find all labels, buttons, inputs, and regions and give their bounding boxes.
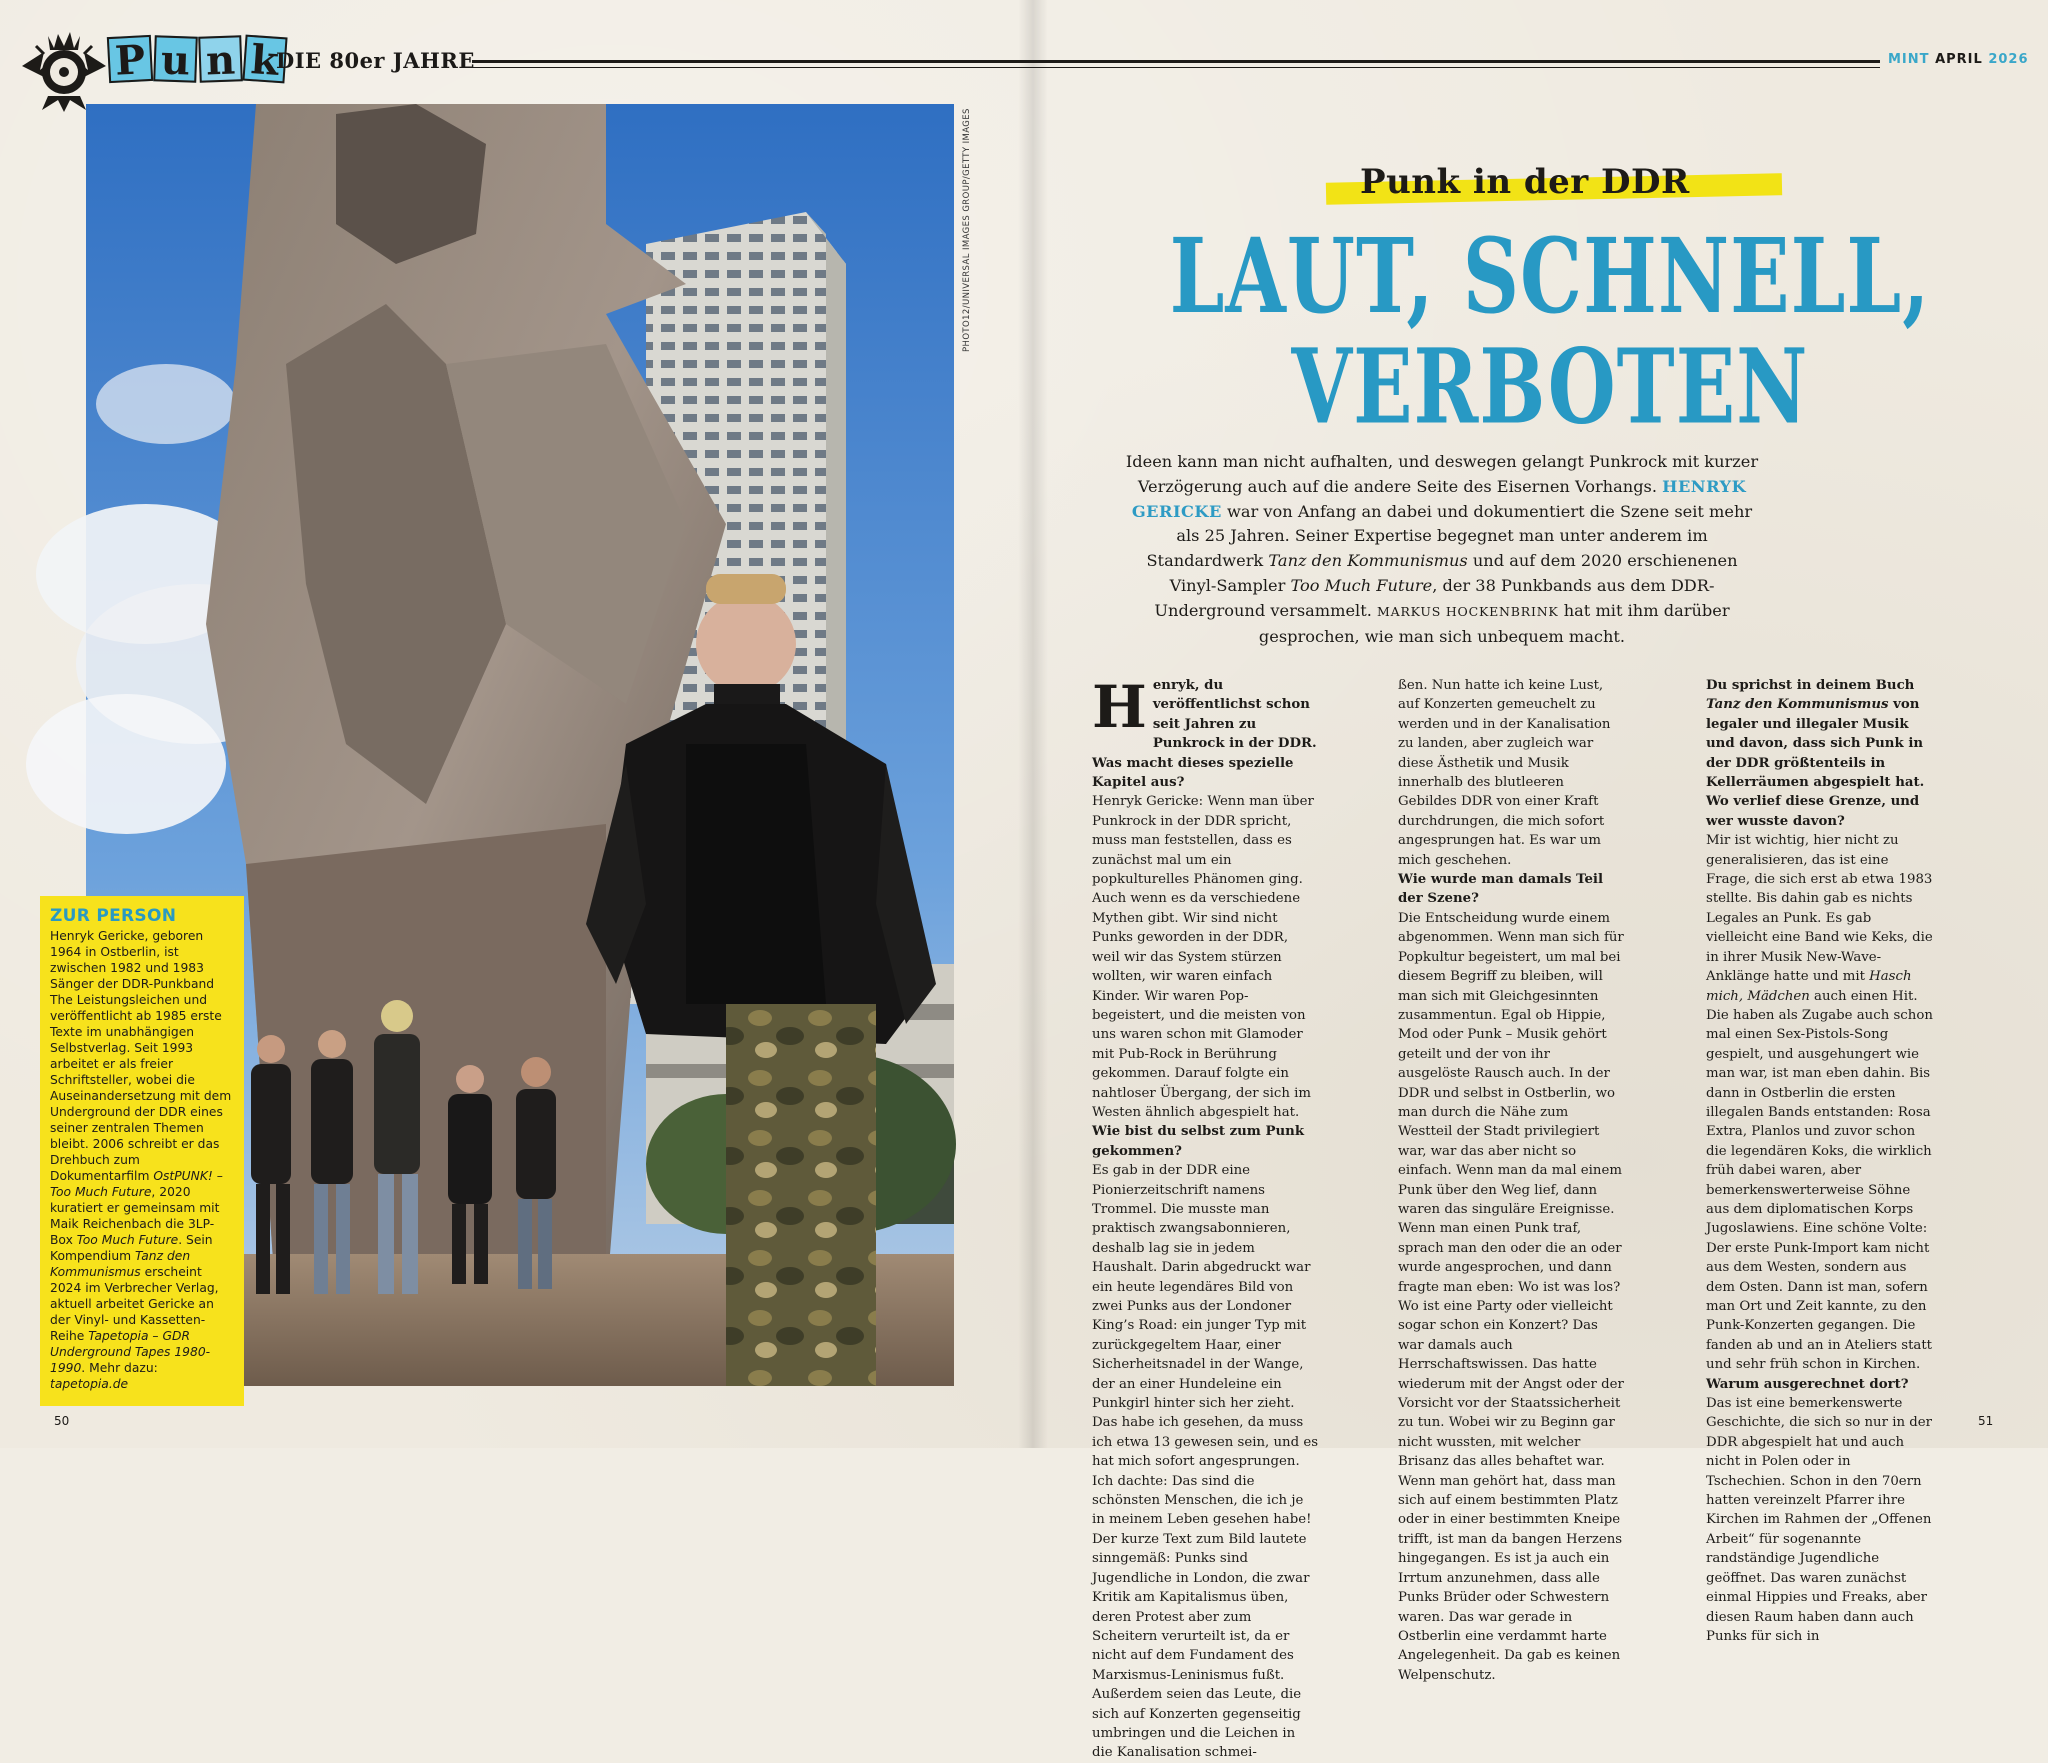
person-box-link[interactable]: tapetopia.de [50, 1377, 129, 1391]
header-rule [472, 60, 1880, 63]
kicker: Punk in der DDR [1360, 162, 1690, 202]
person-box-text: Henryk Gericke, geboren 1964 in Ostberlin, ist zwischen 1982 und 1983 Sänger der DDR-Punkband The Leistungsleichen und veröffentlicht ab 1985 erste Texte im unabhängigen Selbstverlag. Seit 1993 arbeitet er als freier Schriftsteller, wobei die Auseinandersetzung mit dem Underground der DDR eines seiner zentralen Themen bleibt. 2006 schreibt er das Drehbuch zum Dokumentarfilm OstPUNK! – Too Much Future, 2020 kuratiert er gemeinsam mit Maik Reichenbach die 3LP-Box Too Much Future. Sein Kompendium Tanz den Kommunismus erscheint 2024 im Verbrecher Verlag, aktuell arbeitet Gericke an der Vinyl- und Kassetten-Reihe Tapetopia – GDR Underground Tapes 1980-1990. Mehr dazu: tapetopia.de [50, 929, 232, 1391]
masthead [1888, 52, 2029, 67]
person-info-box [40, 896, 244, 1406]
headline [1110, 216, 1990, 448]
question: Wie wurde man damals Teil der Szene? [1398, 872, 1604, 907]
interviewee-name: HENRYK GERICKE [1131, 476, 1747, 521]
answer: Mir ist wichtig, hier nicht zu generalisieren, das ist eine Frage, die sich erst ab etwa 1983 stellte. Bis dahin gab es nichts Legales an Punk. Es gab vielleicht eine Band wie Keks, die in ihrer Musik New-Wave-Anklänge hatte und mit Hasch mich, Mädchen auch einen Hit. Die haben als Zugabe auch schon mal einen Sex-Pistols-Song gespielt, und ausgehungert wie man war, ist man eben dahin. Bis dann in Ostberlin die ersten illegalen Bands entstanden: Rosa Extra, Planlos und zuvor schon die legendären Koks, die wirklich früh dabei waren, aber bemerkenswerterweise Söhne aus dem diplomatischen Korps Jugoslawiens. Eine schöne Volte: Der erste Punk-Import kam nicht aus dem Westen, sondern aus dem Osten. Dann ist man, sofern man Ort und Zeit kannte, zu den Punk-Konzerten gegangen. Die fanden ab und an in Ateliers statt und sehr früh schon in Kirchen. [1706, 833, 1933, 1373]
page-gutter [1018, 0, 1048, 1448]
answer: Das ist eine bemerkenswerte Geschichte, die sich so nur in der DDR abgespielt hat und auch nicht in Polen oder in Tschechien. Schon in den 70ern hatten vereinzelt Pfarrer ihre Kirchen im Rahmen der „Offenen Arbeit“ für sogenannte randständige Jugendliche geöffnet. Das waren zunächst einmal Hippies und Freaks, aber diesen Raum haben dann auch Punks für sich in [1706, 1396, 1932, 1644]
body-column-1 [1092, 673, 1320, 1763]
question: enryk, du veröffentlichst schon seit Jahren zu Punkrock in der DDR. Was macht dieses spezielle Kapitel aus? [1092, 678, 1317, 791]
issue-year: 2026 [1988, 52, 2029, 67]
page-number-left: 50 [54, 1414, 70, 1428]
question: Du sprichst in deinem Buch Tanz den Kommunismus von legaler und illegaler Musik und davon, dass sich Punk in der DDR größtenteils in Kellerräumen abgespielt hat. Wo verlief diese Grenze, und wer wusste davon? [1706, 678, 1925, 829]
logo-letter: n [198, 35, 243, 82]
answer: Es gab in der DDR eine Pionierzeitschrift namens Trommel. Die musste man praktisch zwangsabonnieren, deshalb lag sie in jedem Haushalt. Darin abgedruckt war ein heute legendäres Bild von zwei Punks aus der Londoner King’s Road: ein junger Typ mit zurückgegeltem Haar, einer Sicherheitsnadel in der Wange, der an einer Hundeleine ein Punkgirl hinter sich her zieht. Das habe ich gesehen, da muss ich etwa 13 gewesen sein, und es hat mich sofort angesprungen. Ich dachte: Das sind die schönsten Menschen, die ich je in meinem Leben gesehen habe! Der kurze Text zum Bild lautete sinngemäß: Punks sind Jugendliche in London, die zwar Kritik am Kapitalismus üben, deren Protest aber zum Scheitern verurteilt ist, da er nicht auf dem Fundament des Marxismus-Leninismus fußt. Außerdem seien das Leute, die sich auf Konzerten gegenseitig umbringen und die Leichen in die Kanalisation schmei- [1092, 1163, 1319, 1761]
headline-line-1: LAUT, SCHNELL, [1169, 216, 1931, 337]
punk-emblem-icon [18, 22, 110, 114]
intro-text: Ideen kann man nicht aufhalten, und deswegen gelangt Punkrock mit kurzer Verzögerung auch auf die andere Seite des Eisernen Vorhangs. HENRYK GERICKE war von Anfang an dabei und dokumentiert die Szene seit mehr als 25 Jahren. Seiner Expertise begegnet man unter anderem im Standardwerk Tanz den Kommunismus und auf dem 2020 erschienenen Vinyl-Sampler Too Much Future, der 38 Punkbands aus dem DDR-Underground versammelt. MARKUS HOCKENBRINK hat mit ihm darüber gesprochen, wie man sich unbequem macht. [1125, 452, 1759, 646]
punk-logo [108, 36, 286, 85]
author-name: MARKUS HOCKENBRINK [1377, 603, 1559, 619]
page-number-right: 51 [1978, 1414, 1994, 1428]
answer: Die Entscheidung wurde einem abgenommen. Wenn man sich für Popkultur begeistert, um mal bei diesem Begriff zu bleiben, will man sich mit Gleichgesinnten zusammentun. Egal ob Hippie, Mod oder Punk – Musik gehört geteilt und der von ihr ausgelöste Rausch auch. In der DDR und selbst in Ostberlin, wo man durch die Nähe zum Westteil der Stadt privilegiert war, war das aber nicht so einfach. Wenn man da mal einem Punk über den Weg lief, dann waren das singuläre Ereignisse. Wenn man einen Punk traf, sprach man den oder die an oder wurde angesprochen, und dann fragte man eben: Wo ist was los? Wo ist eine Party oder vielleicht sogar schon ein Konzert? Das war damals auch Herrschaftswissen. Das hatte wiederum mit der Angst oder der Vorsicht vor der Staatssicherheit zu tun. Wobei wir zu Beginn gar nicht wussten, mit welcher Brisanz das alles behaftet war. Wenn man gehört hat, dass man sich auf einem bestimmten Platz oder in einer bestimmten Kneipe trifft, ist man da bangen Herzens hingegangen. Es ist ja auch ein Irrtum anzunehmen, dass alle Punks Brüder oder Schwestern waren. Das war gerade in Ostberlin eine verdammt harte Angelegenheit. Da gab es keinen Welpenschutz. [1398, 910, 1624, 1683]
header-rule-thin [472, 67, 1880, 68]
question: Wie bist du selbst zum Punk gekommen? [1092, 1124, 1305, 1159]
logo-letter: P [107, 35, 153, 83]
question: Warum ausgerechnet dort? [1706, 1376, 1909, 1392]
logo-letter: k [243, 35, 288, 84]
answer: Henryk Gericke: Wenn man über Punkrock in der DDR spricht, muss man feststellen, dass es zunächst mal um ein popkulturelles Phänomen ging. Auch wenn es da verschiedene Mythen gibt. Wir sind nicht Punks geworden in der DDR, weil wir das System stürzen wollten, wir waren einfach Kinder. Wir waren Pop-begeistert, und die meisten von uns waren schon mit Glamoder mit Pub-Rock in Berührung gekommen. Darauf folgte ein nahtloser Übergang, der sich im Westen ähnlich abgespielt hat. [1092, 794, 1314, 1120]
logo-letter: u [153, 35, 198, 82]
person-box-title: ZUR PERSON [50, 906, 177, 926]
magazine-name: MINT [1888, 52, 1930, 67]
answer: ßen. Nun hatte ich keine Lust, auf Konzerten gemeuchelt zu werden und in der Kanalisation zu landen, aber zugleich war diese Ästhetik und Musik innerhalb des blutleeren Gebildes DDR von einer Kraft durchdrungen, die mich sofort angesprungen hat. Es war um mich geschehen. [1398, 678, 1611, 868]
section-title: DIE 80er JAHRE [276, 48, 475, 73]
issue-month: APRIL [1935, 52, 1983, 67]
body-column-2 [1398, 676, 1626, 1685]
kicker-block [1326, 158, 1786, 218]
body-column-3 [1706, 676, 1934, 1646]
photo-credit-text: PHOTO12/UNIVERSAL IMAGES GROUP/GETTY IMAGES [962, 108, 972, 352]
headline-line-2: VERBOTEN [1291, 327, 1809, 448]
photo-credit [950, 108, 972, 368]
dropcap: H [1092, 673, 1147, 741]
